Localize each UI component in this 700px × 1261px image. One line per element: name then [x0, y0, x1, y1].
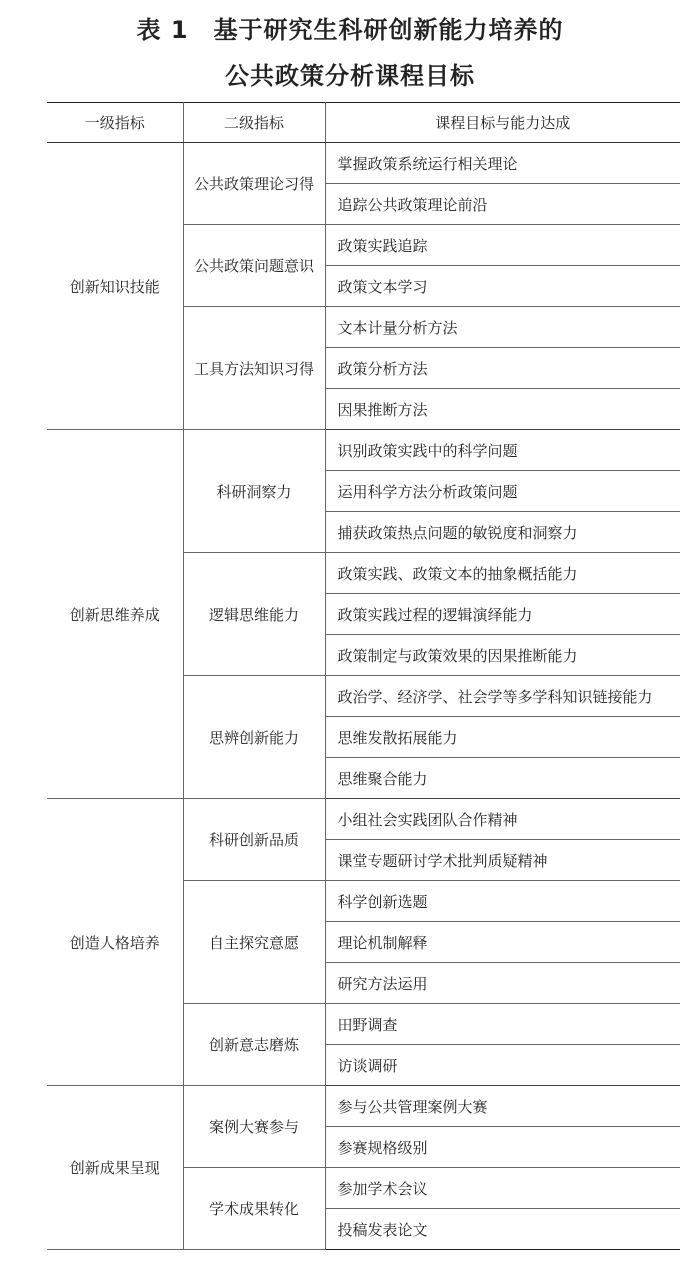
level2-indicator: 案例大赛参与	[183, 1086, 325, 1168]
objective-cell: 参赛规格级别	[325, 1127, 680, 1168]
objective-cell: 政策实践过程的逻辑演绎能力	[325, 594, 680, 635]
objective-cell: 小组社会实践团队合作精神	[325, 799, 680, 840]
objective-cell: 捕获政策热点问题的敏锐度和洞察力	[325, 512, 680, 553]
header-level1: 一级指标	[47, 103, 183, 143]
level2-indicator: 公共政策理论习得	[183, 143, 325, 225]
level2-indicator: 自主探究意愿	[183, 881, 325, 1004]
table-title-line2: 公共政策分析课程目标	[225, 62, 475, 90]
table-row	[47, 1086, 680, 1127]
objective-cell: 投稿发表论文	[325, 1209, 680, 1250]
level2-indicator: 学术成果转化	[183, 1168, 325, 1250]
level2-indicator: 工具方法知识习得	[183, 307, 325, 430]
level2-indicator: 逻辑思维能力	[183, 553, 325, 676]
objective-cell: 政策分析方法	[325, 348, 680, 389]
level1-indicator: 创新知识技能	[47, 143, 183, 430]
objective-cell: 参与公共管理案例大赛	[325, 1086, 680, 1127]
objective-cell: 政策实践、政策文本的抽象概括能力	[325, 553, 680, 594]
table-row	[47, 799, 680, 840]
objective-cell: 参加学术会议	[325, 1168, 680, 1209]
objective-cell: 运用科学方法分析政策问题	[325, 471, 680, 512]
level1-indicator: 创新思维养成	[47, 430, 183, 799]
objective-cell: 掌握政策系统运行相关理论	[325, 143, 680, 184]
level2-indicator: 思辨创新能力	[183, 676, 325, 799]
objective-cell: 课堂专题研讨学术批判质疑精神	[325, 840, 680, 881]
course-objectives-table	[47, 102, 680, 1250]
objective-cell: 因果推断方法	[325, 389, 680, 430]
objective-cell: 政策实践追踪	[325, 225, 680, 266]
objective-cell: 文本计量分析方法	[325, 307, 680, 348]
table-title-line1: 表 1 基于研究生科研创新能力培养的	[136, 16, 564, 44]
table-row	[47, 430, 680, 471]
objective-cell: 政治学、经济学、社会学等多学科知识链接能力	[325, 676, 680, 717]
objective-cell: 田野调查	[325, 1004, 680, 1045]
level2-indicator: 科研洞察力	[183, 430, 325, 553]
level2-indicator: 创新意志磨炼	[183, 1004, 325, 1086]
objective-cell: 理论机制解释	[325, 922, 680, 963]
level2-indicator: 公共政策问题意识	[183, 225, 325, 307]
header-objectives: 课程目标与能力达成	[325, 103, 680, 143]
objective-cell: 追踪公共政策理论前沿	[325, 184, 680, 225]
header-level2: 二级指标	[183, 103, 325, 143]
objective-cell: 思维聚合能力	[325, 758, 680, 799]
objective-cell: 科学创新选题	[325, 881, 680, 922]
objective-cell: 识别政策实践中的科学问题	[325, 430, 680, 471]
objective-cell: 访谈调研	[325, 1045, 680, 1086]
objective-cell: 政策文本学习	[325, 266, 680, 307]
table-row	[47, 143, 680, 184]
level1-indicator: 创造人格培养	[47, 799, 183, 1086]
objective-cell: 思维发散拓展能力	[325, 717, 680, 758]
header-row	[47, 103, 680, 143]
table-body	[47, 143, 680, 1250]
level1-indicator: 创新成果呈现	[47, 1086, 183, 1250]
objective-cell: 研究方法运用	[325, 963, 680, 1004]
objective-cell: 政策制定与政策效果的因果推断能力	[325, 635, 680, 676]
level2-indicator: 科研创新品质	[183, 799, 325, 881]
